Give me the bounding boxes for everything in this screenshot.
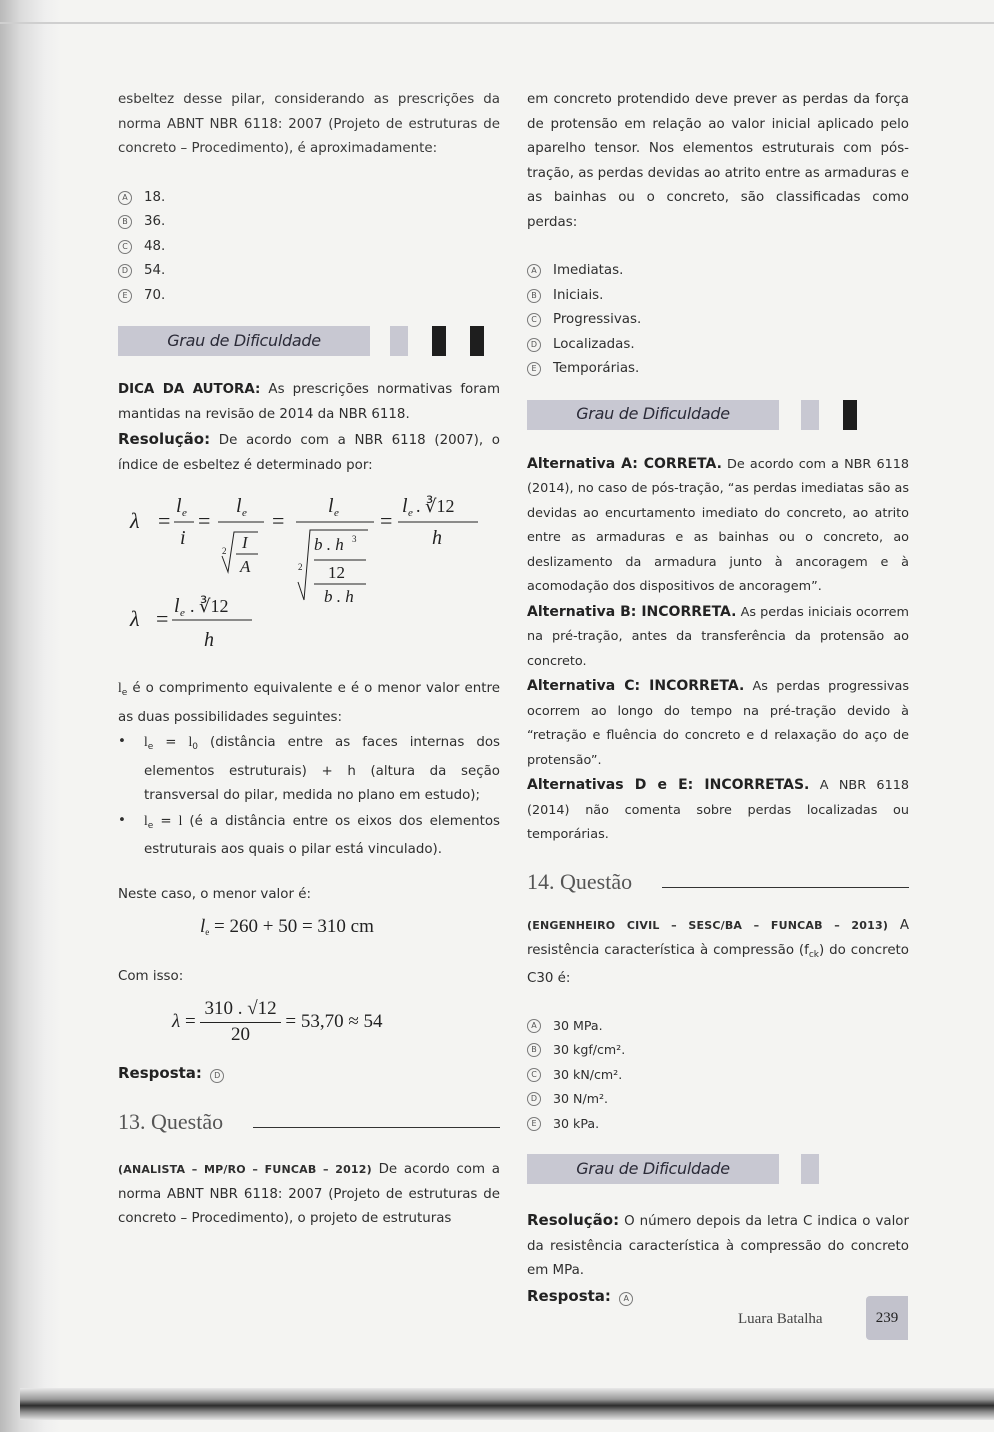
- difficulty-label: Grau de Dificuldade: [527, 1154, 779, 1184]
- svg-text:=: =: [156, 606, 169, 631]
- svg-text:h: h: [204, 629, 214, 651]
- svg-text:e: e: [242, 507, 247, 519]
- difficulty-block-1: [801, 1154, 819, 1184]
- top-rule: [0, 22, 994, 24]
- resolution-text: De acordo com a NBR 6118 (2007), o índice de esbeltez é determinado por:: [118, 433, 500, 473]
- svg-text:e: e: [334, 507, 339, 519]
- option-d-circle-icon: D: [118, 264, 132, 278]
- heading-rule: [662, 887, 909, 888]
- option-d-circle-icon: D: [527, 1092, 541, 1106]
- lambda-result-formula: λ = $\frac{310 . √12}{20}$ = 53,70 ≈ 54: [172, 998, 383, 1045]
- question-13-title: 13. Questão: [118, 1108, 224, 1134]
- svg-text:b . h: b . h: [314, 535, 344, 554]
- bullet-item-2: • $l_e = l$ (é a distância entre os eixos dos elementos estruturais aos quais o pilar está vinculado).: [118, 812, 500, 857]
- svg-text:l: l: [236, 495, 242, 517]
- svg-text:. ∛12: . ∛12: [416, 496, 455, 516]
- answer-label: Resposta:: [118, 1064, 202, 1082]
- svg-text:h: h: [432, 527, 442, 549]
- svg-text:i: i: [180, 527, 186, 549]
- alternative-c: Alternativa C: INCORRETA. As perdas progressivas ocorrem ao longo do tempo na pré-tração devido à “retração e fluência do concreto e d relaxação do aço de protensão”.: [527, 678, 909, 768]
- svg-text:l: l: [328, 495, 334, 517]
- svg-text:l: l: [402, 495, 408, 517]
- option-c-circle-icon: C: [527, 1068, 541, 1082]
- svg-text:l: l: [174, 595, 180, 617]
- svg-text:=: =: [272, 508, 285, 533]
- resolution-paragraph: [118, 427, 500, 478]
- q13-options: [527, 259, 909, 382]
- answer-line: [527, 1284, 909, 1311]
- heading-rule: [253, 1127, 500, 1128]
- question-13-heading: [118, 1110, 500, 1135]
- option-e[interactable]: E Temporárias.: [527, 357, 909, 382]
- difficulty-bar: [118, 326, 500, 356]
- answer-label: Resposta:: [527, 1286, 611, 1305]
- option-b[interactable]: B Iniciais.: [527, 284, 909, 309]
- bullet-item-1: • $l_e = l_0$ (distância entre as faces internas dos elementos estruturais) + h (altura da seção transversal do pilar, medida no plano em estudo);: [118, 734, 501, 803]
- difficulty-block-2: [432, 326, 446, 356]
- option-a-circle-icon: A: [527, 264, 541, 278]
- option-e[interactable]: E 70.: [118, 284, 500, 309]
- option-c-circle-icon: C: [118, 240, 132, 254]
- option-e-circle-icon: E: [118, 289, 132, 303]
- option-b[interactable]: B 36.: [118, 210, 500, 235]
- svg-text:e: e: [182, 507, 187, 519]
- option-d[interactable]: D Localizadas.: [527, 333, 909, 358]
- difficulty-bar: [527, 400, 909, 430]
- q12-options: [118, 186, 500, 309]
- difficulty-label: Grau de Dificuldade: [527, 400, 779, 430]
- svg-text:I: I: [242, 533, 248, 552]
- footer-author: Luara Batalha: [738, 1311, 823, 1327]
- page-edge-shadow: [20, 1388, 994, 1420]
- book-spine-shadow: [0, 0, 60, 1432]
- svg-text:=: =: [158, 508, 171, 533]
- right-column: [527, 88, 909, 1310]
- svg-text:A: A: [240, 557, 251, 576]
- svg-text:l: l: [176, 495, 182, 517]
- difficulty-bar: [527, 1154, 909, 1184]
- option-a-circle-icon: A: [118, 191, 132, 205]
- difficulty-label: Grau de Dificuldade: [118, 326, 370, 356]
- page-number: 239: [866, 1296, 908, 1340]
- answer-a-circle-icon: A: [619, 1292, 633, 1306]
- question-14-text: (ENGENHEIRO CIVIL – SESC/BA – FUNCAB – 2013) A resistência característica à compressão $(f_{ck})$ do concreto C30 é:: [527, 918, 909, 986]
- option-e[interactable]: E 30 kPa.: [527, 1112, 909, 1137]
- option-b-circle-icon: B: [527, 1043, 541, 1057]
- difficulty-block-1: [801, 400, 819, 430]
- question-14-title: 14. Questão: [527, 868, 633, 894]
- question-14-heading: [527, 870, 909, 895]
- svg-text:=: =: [380, 508, 393, 533]
- option-d-circle-icon: D: [527, 338, 541, 352]
- bullet-list: [118, 730, 500, 863]
- difficulty-block-1: [390, 326, 408, 356]
- option-a[interactable]: A 30 MPa.: [527, 1014, 909, 1039]
- option-e-circle-icon: E: [527, 1117, 541, 1131]
- question-13-text: (ANALISTA – MP/RO – FUNCAB – 2012) De acordo com a norma ABNT NBR 6118: 2007 (Projeto de estruturas de concreto – Procedimento), o projeto de estruturas: [118, 1162, 500, 1226]
- svg-text:. ∛12: . ∛12: [190, 596, 229, 616]
- question-14-source: (ENGENHEIRO CIVIL – SESC/BA – FUNCAB – 2013): [527, 919, 889, 932]
- option-d[interactable]: D 30 N/m².: [527, 1087, 909, 1112]
- left-column: [118, 88, 500, 1232]
- resolution-paragraph: Resolução: O número depois da letra C indica o valor da resistência característica à compressão do concreto em MPa.: [527, 1211, 909, 1278]
- alternative-a: Alternativa A: CORRETA. De acordo com a NBR 6118 (2014), no caso de pós-tração, “as perdas imediatas são as devidas ao encurtamento imediato do concreto, ao atrito entre as armaduras e as bainhas ou o concreto, ao deslizamento da armadura junto à ancoragem e à acomodação dos dispositivos de ancoragem”.: [527, 455, 910, 594]
- option-c[interactable]: C 48.: [118, 235, 500, 260]
- answer-d-circle-icon: D: [210, 1069, 224, 1083]
- alternative-b: Alternativa B: INCORRETA. As perdas iniciais ocorrem na pré-tração, antes da transferência da protensão ao concreto.: [527, 603, 909, 669]
- option-c-circle-icon: C: [527, 313, 541, 327]
- q14-options: [527, 1014, 909, 1137]
- svg-text:b . h: b . h: [324, 587, 354, 606]
- svg-text:3: 3: [352, 534, 357, 544]
- with-text: Com isso:: [118, 968, 184, 984]
- author-tip: [118, 378, 500, 427]
- case-text: Neste caso, o menor valor é:: [118, 886, 311, 902]
- option-b-circle-icon: B: [527, 289, 541, 303]
- svg-text:12: 12: [328, 563, 345, 582]
- resolution-title: Resolução:: [118, 430, 211, 448]
- svg-text:2: 2: [222, 546, 227, 556]
- svg-text:λ: λ: [130, 606, 140, 631]
- question-13-source: (ANALISTA – MP/RO – FUNCAB – 2012): [118, 1163, 372, 1176]
- difficulty-block-3: [470, 326, 484, 356]
- option-d[interactable]: D 54.: [118, 259, 500, 284]
- le-equation: $l_e = 260 + 50 = 310$ cm: [200, 916, 374, 937]
- svg-text:e: e: [408, 507, 413, 519]
- option-b-circle-icon: B: [118, 215, 132, 229]
- svg-text:λ: λ: [130, 508, 140, 533]
- svg-text:=: =: [198, 508, 211, 533]
- option-a[interactable]: A Imediatas.: [527, 259, 909, 284]
- slenderness-formula: [118, 486, 500, 664]
- alternatives-d-e: Alternativas D e E: INCORRETAS. A NBR 6118 (2014) não comenta sobre perdas localizadas ou temporárias.: [527, 777, 909, 842]
- question-intro: esbeltez desse pilar, considerando as prescrições da norma ABNT NBR 6118: 2007 (Projeto de estruturas de concreto – Procedimento), é aproximadamente:: [118, 92, 500, 156]
- option-b[interactable]: B 30 kgf/cm².: [527, 1038, 909, 1063]
- svg-text:e: e: [180, 607, 185, 619]
- tip-title: DICA DA AUTORA:: [118, 382, 261, 397]
- le-description: $l_e$ é o comprimento equivalente e é o menor valor entre as duas possibilidades seguintes:: [118, 680, 500, 725]
- question-13-continuation: em concreto protendido deve prever as perdas da força de protensão em relação ao valor inicial aplicado pelo aparelho tensor. Nos elementos estruturais com pós-tração, as perdas devidas ao atrito entre as armaduras e as bainhas ou o concreto, são classificadas como perdas:: [527, 92, 909, 230]
- answer-line: [118, 1061, 500, 1088]
- option-a[interactable]: A 18.: [118, 186, 500, 211]
- option-c[interactable]: C Progressivas.: [527, 308, 909, 333]
- difficulty-block-2: [843, 400, 857, 430]
- svg-text:2: 2: [298, 562, 303, 572]
- option-c[interactable]: C 30 kN/cm².: [527, 1063, 909, 1088]
- option-e-circle-icon: E: [527, 362, 541, 376]
- option-a-circle-icon: A: [527, 1019, 541, 1033]
- tip-text: As prescrições normativas foram mantidas na revisão de 2014 da NBR 6118.: [118, 382, 500, 422]
